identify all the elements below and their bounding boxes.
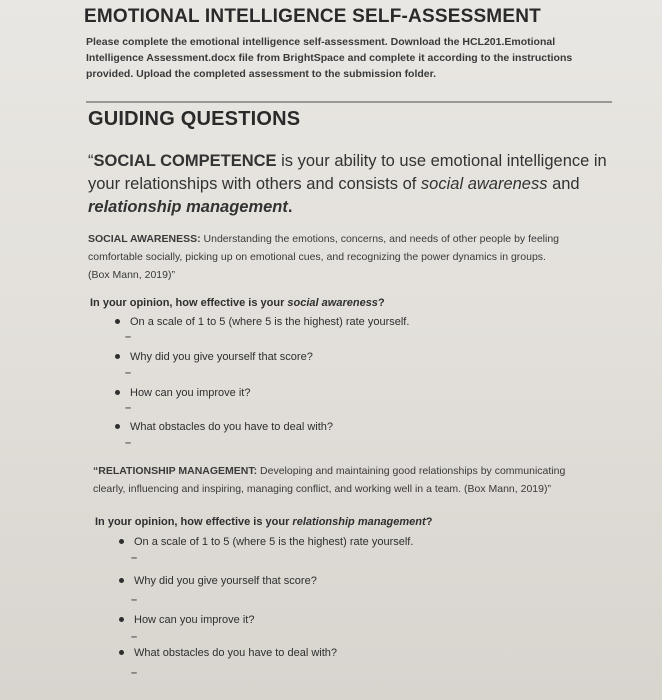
instructions-line: Please complete the emotional intelligence self-assessment. Download the HCL201.Emotional bbox=[86, 36, 556, 48]
social-awareness-italic: social awareness bbox=[420, 175, 548, 193]
relationship-management-definition bbox=[93, 462, 638, 498]
social-competence-definition bbox=[88, 150, 618, 219]
answer-blank[interactable]: – bbox=[131, 552, 138, 564]
definition-text: and bbox=[547, 175, 580, 193]
bullet-icon bbox=[115, 319, 120, 324]
social-awareness-definition bbox=[88, 230, 628, 284]
question-relationship-management bbox=[95, 516, 432, 528]
question-social-awareness bbox=[90, 297, 385, 309]
answer-blank[interactable]: – bbox=[125, 437, 132, 449]
definition-text: Developing and maintaining good relationships by communicating bbox=[257, 465, 566, 477]
list-item-text: What obstacles do you have to deal with? bbox=[130, 421, 334, 433]
answer-blank[interactable]: – bbox=[125, 402, 132, 414]
answer-blank[interactable]: – bbox=[125, 331, 132, 343]
page-title: EMOTIONAL INTELLIGENCE SELF-ASSESSMENT bbox=[84, 6, 541, 27]
bullet-icon bbox=[115, 424, 120, 429]
question-text: In your opinion, how effective is your bbox=[90, 297, 288, 309]
divider bbox=[86, 101, 612, 103]
list-item-text: What obstacles do you have to deal with? bbox=[134, 647, 338, 659]
list-item bbox=[115, 387, 250, 399]
list-item bbox=[115, 421, 333, 433]
bullet-icon bbox=[119, 650, 124, 655]
definition-line bbox=[88, 150, 618, 173]
question-suffix: ? bbox=[377, 297, 385, 309]
question-italic: relationship management bbox=[292, 516, 426, 528]
bullet-icon bbox=[119, 617, 124, 622]
list-item bbox=[119, 614, 254, 626]
instructions-paragraph bbox=[86, 34, 586, 82]
answer-blank[interactable]: – bbox=[131, 667, 138, 679]
list-item bbox=[119, 536, 413, 548]
list-item-text: Why did you give yourself that score? bbox=[134, 575, 317, 587]
answer-blank[interactable]: – bbox=[125, 367, 132, 379]
bullet-icon bbox=[115, 390, 120, 395]
definition-line bbox=[88, 230, 628, 248]
social-awareness-term: SOCIAL AWARENESS: bbox=[88, 233, 201, 245]
definition-text: Understanding the emotions, concerns, and needs of other people by feeling bbox=[200, 233, 560, 245]
definition-line bbox=[88, 173, 618, 196]
instructions-line: provided. Upload the completed assessment to the submission folder. bbox=[86, 68, 437, 80]
bullet-icon bbox=[115, 354, 120, 359]
social-competence-term: SOCIAL COMPETENCE bbox=[93, 152, 277, 170]
list-item-text: How can you improve it? bbox=[130, 387, 251, 399]
list-item bbox=[115, 351, 313, 363]
definition-line: comfortable socially, picking up on emotional cues, and recognizing the power dynamics in groups. bbox=[88, 251, 546, 263]
section-heading: GUIDING QUESTIONS bbox=[88, 108, 301, 130]
relationship-management-term: “RELATIONSHIP MANAGEMENT: bbox=[93, 465, 258, 477]
answer-blank[interactable]: – bbox=[131, 594, 138, 606]
list-item-text: On a scale of 1 to 5 (where 5 is the highest) rate yourself. bbox=[134, 536, 414, 548]
bullet-icon bbox=[119, 539, 124, 544]
question-italic: social awareness bbox=[287, 297, 378, 309]
question-suffix: ? bbox=[425, 516, 433, 528]
question-text: In your opinion, how effective is your bbox=[95, 516, 293, 528]
list-item bbox=[119, 575, 317, 587]
list-item bbox=[115, 316, 409, 328]
definition-text: your relationships with others and consists of bbox=[88, 175, 421, 193]
list-item-text: On a scale of 1 to 5 (where 5 is the highest) rate yourself. bbox=[130, 316, 410, 328]
bullet-icon bbox=[119, 578, 124, 583]
list-item-text: Why did you give yourself that score? bbox=[130, 351, 313, 363]
answer-blank[interactable]: – bbox=[131, 631, 138, 643]
definition-line: clearly, influencing and inspiring, managing conflict, and working well in a team. (Box Mann, 2019)” bbox=[93, 483, 551, 495]
instructions-line: Intelligence Assessment.docx file from BrightSpace and complete it according to the instructions bbox=[86, 52, 573, 64]
definition-line: (Box Mann, 2019)” bbox=[88, 269, 175, 281]
definition-line bbox=[93, 462, 638, 480]
open-quote: “ bbox=[88, 152, 94, 170]
list-item bbox=[119, 647, 337, 659]
definition-text: is your ability to use emotional intelligence in bbox=[276, 152, 607, 170]
relationship-management-italic: relationship management bbox=[88, 198, 288, 216]
definition-line bbox=[88, 196, 618, 219]
definition-end: . bbox=[287, 198, 293, 216]
list-item-text: How can you improve it? bbox=[134, 614, 255, 626]
